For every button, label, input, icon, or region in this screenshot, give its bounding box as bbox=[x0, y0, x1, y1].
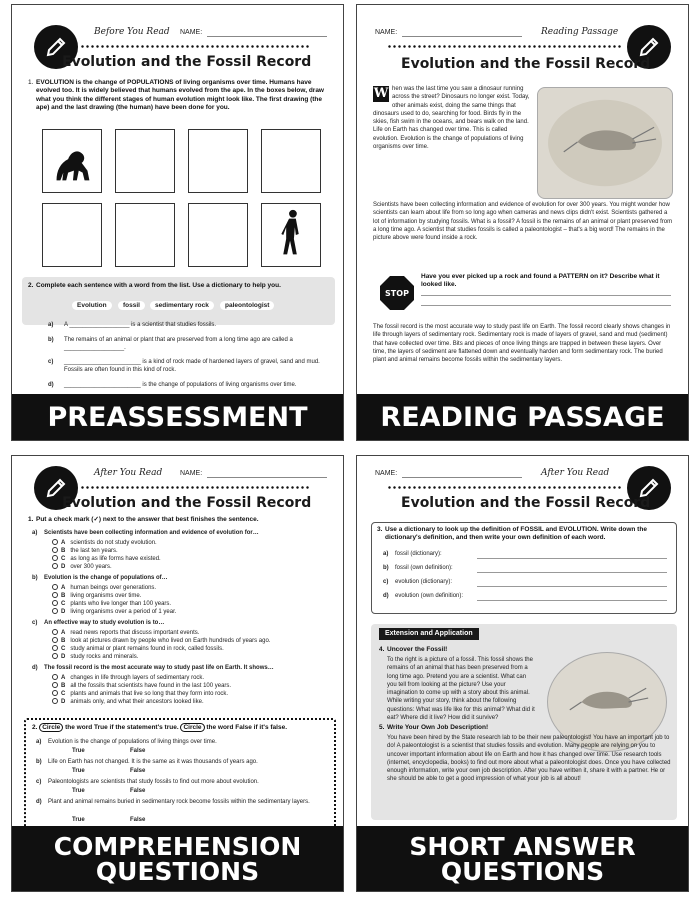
mc-option[interactable] bbox=[52, 608, 176, 616]
instruction-text: the word True if the statement's true. bbox=[65, 724, 179, 731]
fill-in-item: _______________________ is a kind of rock made of hardened layers of gravel, sand and mud. Fossils are often found in this kind of rock. bbox=[64, 359, 320, 374]
question-3-text: Use a dictionary to look up the definition of FOSSIL and EVOLUTION. Write down the dictionary's definition, and then write your own definition of each word. bbox=[385, 526, 647, 542]
tf-label: b) bbox=[36, 759, 42, 765]
true-false-section bbox=[24, 718, 336, 834]
option-letter: C bbox=[61, 646, 66, 652]
question-number: 3. bbox=[377, 526, 383, 533]
question-5-text: You have been hired by the State research lab to be their new paleontologist! You have an important job to do! A paleontologist is a scientist that studies fossils and evolution. Many people are relying on you to uncover important information about life on Earth and how it has changed over time. Use research tools (internet, encyclopedia, books) to find out more about what a paleontologist does. Once you have collected enough information, write your own job description. After you have written it, share it with a partner. He or she should be able to get a good impression of what your job is all about! bbox=[387, 735, 671, 783]
mc-option[interactable] bbox=[52, 539, 157, 547]
page-title: Evolution and the Fossil Record bbox=[62, 54, 312, 70]
option-text: as long as life forms have existed. bbox=[70, 556, 161, 562]
ape-silhouette-icon bbox=[43, 130, 101, 192]
mc-option[interactable] bbox=[52, 682, 231, 690]
option-circle-icon[interactable] bbox=[52, 600, 58, 606]
passage-paragraph-3: The fossil record is the most accurate way to study past life on Earth. The fossil record clearly shows changes in life through layers of sedimentary rock. Sedimentary rock is made of layers of gravel, sand and mud (sediment) that have collected over time. Bits and pieces of once living things are trapped in between these layers. Over time, the layers of sediment are flattened down and eventually harden and form sedimentary rock. The buried plant and animal remains become fossils within the sedimentary layers. bbox=[373, 324, 671, 364]
fossil-shrimp-image bbox=[537, 87, 673, 199]
tf-statement: Life on Earth has not changed. It is the same as it was thousands of years ago. bbox=[48, 759, 258, 765]
true-option[interactable]: True bbox=[72, 748, 85, 754]
definition-prompt: evolution (dictionary): bbox=[395, 579, 453, 585]
question-2-text: Complete each sentence with a word from the list. Use a dictionary to help you. bbox=[36, 282, 281, 289]
answer-line[interactable] bbox=[421, 305, 671, 306]
option-circle-icon[interactable] bbox=[52, 592, 58, 598]
option-circle-icon[interactable] bbox=[52, 653, 58, 659]
name-field[interactable] bbox=[207, 36, 327, 37]
question-4-title: Uncover the Fossil! bbox=[387, 646, 448, 653]
name-label: NAME: bbox=[375, 29, 398, 36]
option-letter: B bbox=[61, 548, 66, 554]
question-number: 1. bbox=[28, 516, 34, 523]
banner-line-1: SHORT ANSWER bbox=[409, 831, 636, 861]
mc-question-label: c) bbox=[32, 620, 38, 626]
definition-prompt: fossil (own definition): bbox=[395, 565, 453, 571]
definition-answer-line[interactable] bbox=[477, 558, 667, 559]
mc-option[interactable] bbox=[52, 645, 224, 653]
definition-prompt: fossil (dictionary): bbox=[395, 551, 442, 557]
option-text: all the fossils that scientists have found in the last 100 years. bbox=[70, 683, 232, 689]
mc-question-label: b) bbox=[32, 575, 38, 581]
drawing-box-stage-2[interactable] bbox=[115, 129, 175, 193]
definition-prompt: evolution (own definition): bbox=[395, 593, 464, 599]
mc-question-label: a) bbox=[32, 530, 38, 536]
name-field[interactable] bbox=[207, 477, 327, 478]
name-label: NAME: bbox=[180, 470, 203, 477]
item-label: d) bbox=[48, 382, 54, 388]
name-field[interactable] bbox=[402, 36, 522, 37]
definition-label: c) bbox=[383, 579, 389, 585]
fill-in-item: The remains of an animal or plant that are preserved from a long time ago are called a __________________. bbox=[64, 337, 293, 352]
answer-line[interactable] bbox=[421, 295, 671, 296]
word-bank-item: Evolution bbox=[72, 301, 112, 310]
mc-question-stem: Evolution is the change of populations of… bbox=[44, 575, 168, 581]
mc-option[interactable] bbox=[52, 563, 112, 571]
tf-statement: Paleontologists are scientists that study fossils to find out more about evolution. bbox=[48, 779, 259, 785]
passage-paragraph-1 bbox=[373, 85, 533, 151]
reading-passage-page bbox=[356, 4, 689, 441]
mc-option[interactable] bbox=[52, 637, 270, 645]
question-5-title: Write Your Own Job Description! bbox=[387, 724, 489, 731]
circle-word: Circle bbox=[39, 723, 63, 732]
word-bank-item: sedimentary rock bbox=[150, 301, 214, 310]
mc-option[interactable] bbox=[52, 600, 171, 608]
page-title: Evolution and the Fossil Record bbox=[401, 56, 651, 72]
false-option[interactable]: False bbox=[130, 788, 146, 794]
option-letter: D bbox=[61, 654, 66, 660]
option-letter: B bbox=[61, 683, 66, 689]
false-option[interactable]: False bbox=[130, 748, 146, 754]
question-number: 1. bbox=[28, 79, 34, 86]
option-letter: A bbox=[61, 675, 66, 681]
option-letter: D bbox=[61, 609, 66, 615]
option-text: living organisms over time. bbox=[70, 593, 142, 599]
drawing-box-ape[interactable] bbox=[42, 129, 102, 193]
option-letter: A bbox=[61, 585, 66, 591]
option-text: plants and animals that live so long that they form into rock. bbox=[70, 691, 229, 697]
drawing-box-stage-3[interactable] bbox=[188, 129, 248, 193]
mc-option[interactable] bbox=[52, 674, 204, 682]
false-option[interactable]: False bbox=[130, 768, 146, 774]
passage-paragraph-2: Scientists have been collecting information and evidence of evolution for over 300 years. You might wonder how scientists can learn about life from so long ago when cameras and news clips didn't exist. Scientists gathered a lot of information by studying fossils. What is a fossil? A fossil is the remains of an animal or plant preserved from a long time ago. A scientist that studies fossils is called a paleontologist – that's a big word! The remains in the picture above were found inside a rock. bbox=[373, 202, 673, 242]
option-circle-icon[interactable] bbox=[52, 645, 58, 651]
drawing-box-stage-7[interactable] bbox=[188, 203, 248, 267]
definition-answer-line[interactable] bbox=[477, 600, 667, 601]
drawing-box-stage-4[interactable] bbox=[261, 129, 321, 193]
banner-reading-passage: READING PASSAGE bbox=[357, 394, 688, 440]
preassessment-page bbox=[11, 4, 344, 441]
dotted-divider bbox=[387, 45, 623, 48]
mc-question-stem: Scientists have been collecting information and evidence of evolution for… bbox=[44, 530, 259, 536]
short-answer-questions-page bbox=[356, 455, 689, 892]
dotted-divider bbox=[387, 486, 623, 489]
mc-question-stem: The fossil record is the most accurate way to study past life on Earth. It shows… bbox=[44, 665, 274, 671]
question-1-text: EVOLUTION is the change of POPULATIONS of living organisms over time. Humans have evolved too. It is widely believed that humans evolved from the ape. In the boxes below, draw what you think the different stages of human evolution might look like. The first drawing (the ape) and the last drawing (the human) have been done for you. bbox=[36, 79, 324, 112]
question-number: 4. bbox=[379, 646, 385, 653]
option-circle-icon[interactable] bbox=[52, 547, 58, 553]
dotted-divider bbox=[80, 486, 310, 489]
tf-statement: Evolution is the change of populations of living things over time. bbox=[48, 739, 217, 745]
option-letter: D bbox=[61, 564, 66, 570]
option-letter: C bbox=[61, 691, 66, 697]
option-letter: A bbox=[61, 540, 66, 546]
human-silhouette-icon bbox=[262, 204, 320, 266]
true-option[interactable]: True bbox=[72, 817, 85, 823]
definition-label: a) bbox=[383, 551, 389, 557]
name-label: NAME: bbox=[180, 29, 203, 36]
word-bank-item: fossil bbox=[118, 301, 145, 310]
mc-option[interactable] bbox=[52, 555, 161, 563]
definition-answer-line[interactable] bbox=[477, 572, 667, 573]
fill-in-item: _______________________ is the change of populations of living organisms over time. bbox=[64, 382, 297, 388]
item-label: a) bbox=[48, 322, 54, 328]
mc-question-stem: An effective way to study evolution is to… bbox=[44, 620, 165, 626]
option-text: changes in life through layers of sedimentary rock. bbox=[70, 675, 205, 681]
mc-option[interactable] bbox=[52, 584, 156, 592]
banner-line-2: QUESTIONS bbox=[95, 856, 260, 886]
option-circle-icon[interactable] bbox=[52, 637, 58, 643]
option-circle-icon[interactable] bbox=[52, 539, 58, 545]
question-2-text bbox=[32, 724, 332, 732]
mc-option[interactable] bbox=[52, 690, 228, 698]
section-tag: After You Read bbox=[541, 468, 610, 478]
option-circle-icon[interactable] bbox=[52, 674, 58, 680]
mc-option[interactable] bbox=[52, 698, 204, 706]
option-circle-icon[interactable] bbox=[52, 698, 58, 704]
banner-comprehension-questions bbox=[12, 826, 343, 891]
question-number: 2. bbox=[28, 282, 34, 289]
option-text: the last ten years. bbox=[70, 548, 118, 554]
page-title: Evolution and the Fossil Record bbox=[62, 495, 312, 511]
option-text: look at pictures drawn by people who lived on Earth hundreds of years ago. bbox=[70, 638, 271, 644]
definition-answer-line[interactable] bbox=[477, 586, 667, 587]
definition-label: d) bbox=[383, 593, 389, 599]
tf-label: c) bbox=[36, 779, 42, 785]
question-1-text: Put a check mark (✓) next to the answer that best finishes the sentence. bbox=[36, 516, 259, 523]
mc-question-label: d) bbox=[32, 665, 38, 671]
banner-line-2: QUESTIONS bbox=[440, 856, 605, 886]
option-text: plants who live longer than 100 years. bbox=[70, 601, 172, 607]
option-letter: D bbox=[61, 699, 66, 705]
instruction-text: the word False if it's false. bbox=[206, 724, 287, 731]
option-circle-icon[interactable] bbox=[52, 584, 58, 590]
dotted-divider bbox=[80, 45, 310, 48]
question-number: 5. bbox=[379, 724, 385, 731]
comprehension-questions-page bbox=[11, 455, 344, 892]
option-circle-icon[interactable] bbox=[52, 682, 58, 688]
option-text: scientists do not study evolution. bbox=[70, 540, 157, 546]
section-tag: Before You Read bbox=[94, 27, 170, 37]
stop-sign-icon bbox=[379, 275, 415, 311]
false-option[interactable]: False bbox=[130, 817, 146, 823]
option-circle-icon[interactable] bbox=[52, 690, 58, 696]
section-tag: Reading Passage bbox=[541, 27, 619, 37]
tf-statement: Plant and animal remains buried in sedimentary rock become fossils within the sedimentary layers. bbox=[48, 799, 310, 805]
drawing-box-stage-6[interactable] bbox=[115, 203, 175, 267]
drawing-box-human[interactable] bbox=[261, 203, 321, 267]
true-option[interactable]: True bbox=[72, 768, 85, 774]
fill-in-item: A __________________ is a scientist that studies fossils. bbox=[64, 322, 217, 328]
circle-word: Circle bbox=[180, 723, 204, 732]
option-letter: C bbox=[61, 556, 66, 562]
mc-option[interactable] bbox=[52, 653, 138, 661]
name-field[interactable] bbox=[402, 477, 522, 478]
mc-option[interactable] bbox=[52, 629, 199, 637]
option-circle-icon[interactable] bbox=[52, 563, 58, 569]
tf-label: d) bbox=[36, 799, 42, 805]
mc-option[interactable] bbox=[52, 592, 141, 600]
definition-label: b) bbox=[383, 565, 389, 571]
option-text: animals only, and what their ancestors looked like. bbox=[70, 699, 204, 705]
page-title: Evolution and the Fossil Record bbox=[401, 495, 651, 511]
option-circle-icon[interactable] bbox=[52, 629, 58, 635]
item-label: b) bbox=[48, 337, 54, 343]
option-text: study rocks and minerals. bbox=[70, 654, 139, 660]
question-number: 2. bbox=[32, 724, 38, 731]
question-4-text: To the right is a picture of a fossil. This fossil shows the remains of an animal that has been preserved from a long time ago. Pretend you are a scientist. What can you tell from looking at the picture? Use your imagination to come up with a story about this animal. While writing your story, think about the following questions: What was life like for this animal? What did it eat? Where did it live? How did it survive? bbox=[387, 657, 535, 721]
extension-heading: Extension and Application bbox=[379, 628, 479, 640]
stop-question: Have you ever picked up a rock and found a PATTERN on it? Describe what it looked like. bbox=[421, 273, 660, 289]
option-text: over 300 years. bbox=[70, 564, 112, 570]
name-label: NAME: bbox=[375, 470, 398, 477]
mc-option[interactable] bbox=[52, 547, 118, 555]
option-text: human beings over generations. bbox=[70, 585, 157, 591]
banner-short-answer-questions bbox=[357, 826, 688, 891]
banner-preassessment: PREASSESSMENT bbox=[12, 394, 343, 440]
option-letter: C bbox=[61, 601, 66, 607]
paragraph-text: hen was the last time you saw a dinosaur running across the street? Dinosaurs no longer exist. Today, other animals exist, doing the same things that dinosaurs used to do, searching for food. Birds fly in the skies, fish swim in the oceans, and bears walk on the land. Life on Earth has changed over time. This is called evolution. Evolution is the change of populations of living organisms over time. bbox=[373, 86, 530, 150]
item-label: c) bbox=[48, 359, 54, 365]
section-tag: After You Read bbox=[94, 468, 163, 478]
drawing-box-stage-5[interactable] bbox=[42, 203, 102, 267]
tf-label: a) bbox=[36, 739, 42, 745]
option-letter: A bbox=[61, 630, 66, 636]
banner-line-1: COMPREHENSION bbox=[53, 831, 302, 861]
option-circle-icon[interactable] bbox=[52, 608, 58, 614]
word-bank-item: paleontologist bbox=[220, 301, 274, 310]
option-circle-icon[interactable] bbox=[52, 555, 58, 561]
true-option[interactable]: True bbox=[72, 788, 85, 794]
option-letter: B bbox=[61, 593, 66, 599]
stop-sign-label: STOP bbox=[385, 289, 409, 298]
drop-cap: W bbox=[373, 86, 389, 102]
option-text: living organisms over a period of 1 year. bbox=[70, 609, 177, 615]
option-text: study animal or plant remains found in rock, called fossils. bbox=[70, 646, 224, 652]
option-letter: B bbox=[61, 638, 66, 644]
option-text: read news reports that discuss important events. bbox=[70, 630, 200, 636]
